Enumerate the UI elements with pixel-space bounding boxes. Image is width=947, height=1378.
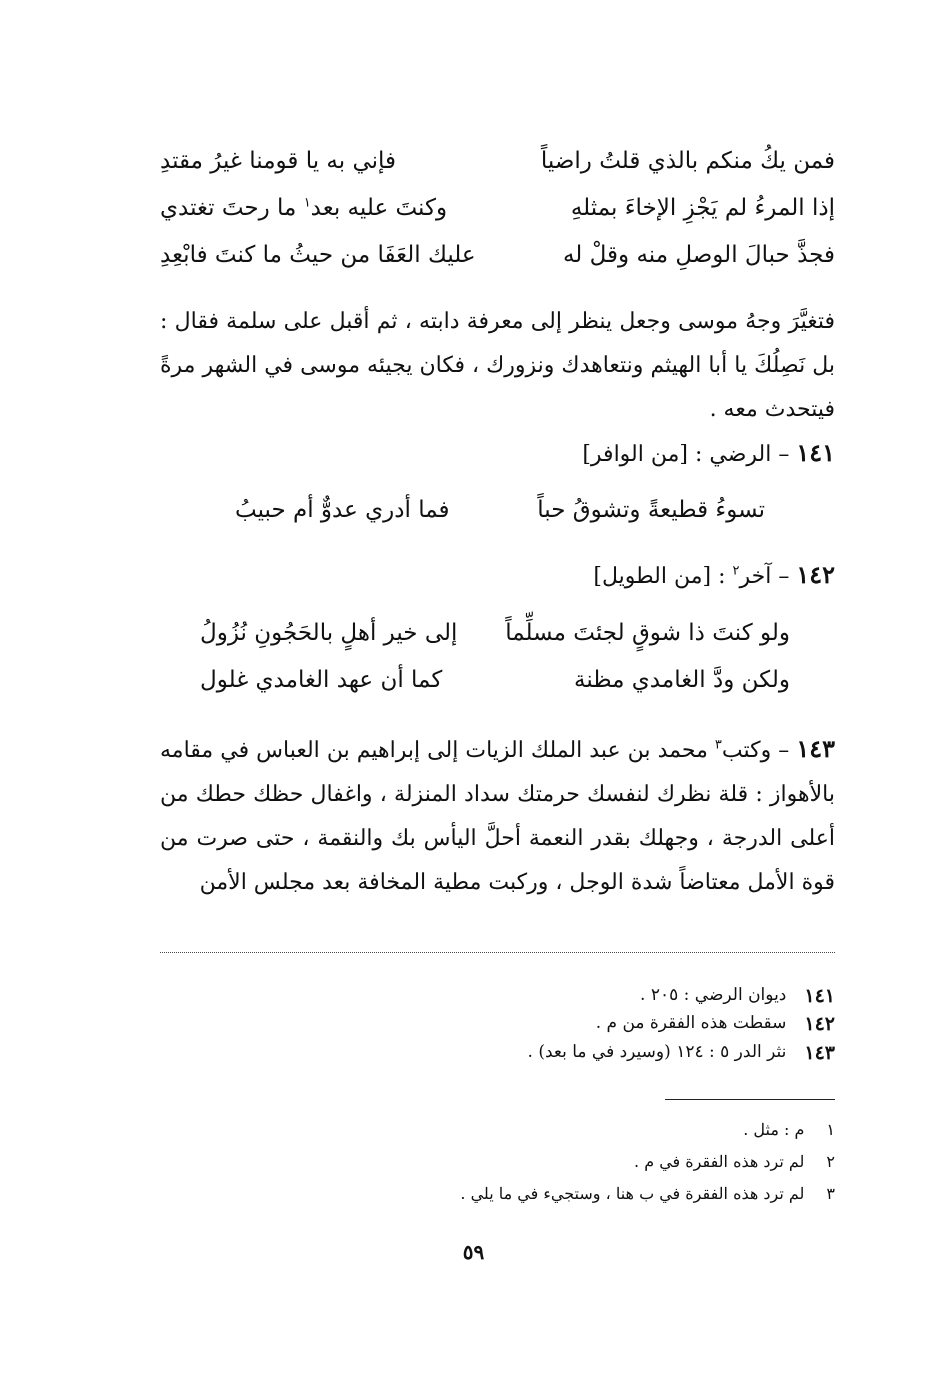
footnote-number: ٢: [826, 1152, 835, 1171]
verse-second-hemistich: فما أدري عدوٌّ أم حبيبُ: [235, 497, 450, 523]
verse-second-hemistich: كما أن عهد الغامدي غلول: [200, 667, 443, 693]
verse-text: ما رحتَ تغتدي: [160, 195, 304, 221]
verse-line: [160, 188, 835, 228]
note-text: سقطت هذه الفقرة من م .: [595, 1013, 787, 1033]
verse-first-hemistich: تسوءُ قطيعةً وتشوقُ حباً: [537, 497, 765, 523]
verse-second-hemistich: [160, 195, 447, 221]
verse-line: [200, 613, 790, 653]
footnote: [460, 1184, 835, 1203]
verse-second-hemistich: إلى خير أهلٍ بالحَجُونِ نُزُولُ: [200, 620, 458, 646]
note-text: ديوان الرضي : ٢٠٥ .: [640, 985, 787, 1005]
source-note: [596, 1013, 835, 1035]
footnote-marker: ١: [303, 195, 311, 211]
footnote-text: م : مثل .: [743, 1120, 805, 1139]
verse-line: [160, 235, 835, 275]
entry-number: ١٤٢: [796, 560, 835, 589]
footnotes-divider: [665, 1099, 835, 1100]
footnote: [743, 1120, 835, 1139]
entry-title: – الرضي : [من الوافر]: [582, 442, 797, 467]
verse-first-hemistich: ولو كنتَ ذا شوقٍ لجئتَ مسلِّماً: [505, 620, 790, 646]
footnote-number: ٣: [826, 1184, 835, 1203]
footnote: [634, 1152, 835, 1171]
verse-first-hemistich: إذا المرءُ لم يَجْزِ الإخاءَ بمثلهِ: [570, 195, 835, 221]
footnote-text: لم ترد هذه الفقرة في م .: [634, 1152, 805, 1171]
page-number: ٥٩: [462, 1240, 485, 1264]
footnote-number: ١: [826, 1120, 835, 1139]
verse-first-hemistich: فجذَّ حبالَ الوصلِ منه وقلْ له: [562, 242, 835, 268]
entry-title: – آخر: [739, 564, 797, 589]
entry-text: محمد بن عبد الملك الزيات إلى إبراهيم بن العباس في مقامه بالأهواز : قلة نظرك لنفسك حرمتك سداد المنزلة ، واغفال حظك حطك من أعلى الدرجة ، وجهلك بقدر النعمة أحلَّ اليأس بك والنقمة ، حتى صرت من قوة الأمل معتاضاً شدة الوجل ، وركبت مطية المخافة بعد مجلس الأمن: [160, 738, 835, 895]
entry-number: ١٤٣: [796, 734, 836, 763]
notes-divider: [160, 952, 835, 953]
verse-second-hemistich: فإني به يا قومنا غيرُ مقتدِ: [160, 148, 397, 174]
note-number: ١٤١: [804, 985, 835, 1007]
verse-line: [200, 660, 790, 700]
entry-heading-142: [593, 560, 835, 589]
source-note: [640, 985, 835, 1007]
verse-second-hemistich: عليك العَفَا من حيثُ ما كنتَ فابْعِدِ: [160, 242, 476, 268]
footnote-marker: ٢: [732, 563, 740, 579]
footnote-text: لم ترد هذه الفقرة في ب هنا ، وستجيء في ما يلي .: [460, 1184, 805, 1203]
source-note: [528, 1042, 835, 1064]
note-text: نثر الدر ٥ : ١٢٤ (وسيرد في ما بعد) .: [527, 1042, 787, 1062]
note-number: ١٤٢: [804, 1013, 835, 1035]
verse-line: [235, 490, 765, 530]
note-number: ١٤٣: [804, 1042, 835, 1064]
entry-number: ١٤١: [796, 438, 835, 467]
verse-first-hemistich: فمن يكُ منكم بالذي قلتُ راضياً: [540, 148, 835, 174]
entry-paragraph-143: [160, 727, 835, 905]
entry-text: – وكتب: [721, 738, 797, 763]
verse-line: [160, 141, 835, 181]
entry-heading-141: [582, 438, 835, 467]
prose-paragraph: فتغيَّرَ وجهُ موسى وجعل ينظر إلى معرفة دابته ، ثم أقبل على سلمة فقال : بل نَصِلُكَ يا أبا الهيثم ونتعاهدك ونزورك ، فكان يجيئه موسى في الشهر مرةً فيتحدث معه .: [160, 309, 835, 422]
verse-text: وكنتَ عليه بعد: [310, 195, 448, 221]
footnote-marker: ٣: [714, 737, 722, 753]
verse-first-hemistich: ولكن ودَّ الغامدي مظنة: [574, 667, 790, 693]
entry-title: : [من الطويل]: [593, 564, 733, 589]
